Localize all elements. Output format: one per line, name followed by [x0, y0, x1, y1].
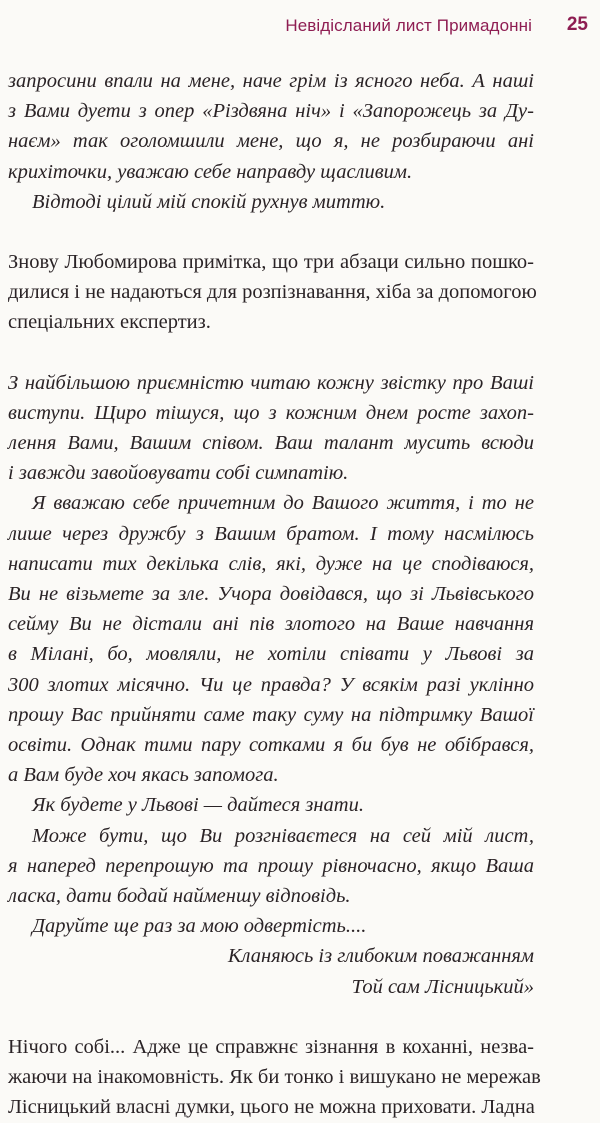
text-line: виступи. Щиро тішуся, що з кожним днем росте захоп-: [8, 401, 534, 424]
page-body: [8, 66, 541, 1123]
running-title: Невідісланий лист Примадонні: [285, 16, 532, 35]
text-line: Кланяюсь із глибоким поважанням: [227, 945, 534, 968]
text-line: Нічого собі... Адже це справжнє зізнання в коханні, незва-: [8, 1035, 534, 1058]
text-line: Як будете у Львові — дайтеся знати.: [32, 794, 364, 817]
paragraph-gap: [8, 217, 534, 247]
paragraph-gap: [8, 338, 534, 368]
text-line: написати тих декілька слів, які, дуже на це сподіваюся,: [8, 552, 534, 575]
text-line: і завжди завойовувати собі симпатію.: [8, 462, 349, 485]
text-line: наєм» так оголомшили мене, що я, не розбираючи ані: [8, 130, 534, 153]
text-line: Даруйте ще раз за мою одвертість....: [32, 915, 367, 938]
text-line: 300 злотих місячно. Чи це правда? У всякім разі уклінно: [8, 673, 534, 696]
text-line: лише через дружбу з Вашим братом. І тому насмілюсь: [8, 522, 534, 545]
text-line: дилися і не надаються для розпізнавання, хіба за допомогою: [8, 281, 537, 304]
narration-paragraph: [8, 247, 537, 338]
text-line: крихіточки, уважаю себе направду щасливим.: [8, 160, 413, 183]
text-line: я наперед перепрошую та прошу рівночасно, якщо Ваша: [8, 854, 534, 877]
page-header: [0, 14, 600, 44]
letter-quote-block: [8, 368, 534, 1002]
narration-paragraph: [8, 1032, 541, 1123]
text-line: Той сам Лісницький»: [351, 975, 534, 998]
text-line: Я вважаю себе причетним до Вашого життя, і то не: [32, 492, 534, 515]
text-line: в Мілані, бо, мовляли, не хотіли співати у Львові за: [8, 643, 534, 666]
paragraph-gap: [8, 1002, 534, 1032]
text-line: з Вами дуети з опер «Різдвяна ніч» і «Запорожець за Ду-: [8, 100, 534, 123]
text-line: Знову Любомирова примітка, що три абзаци сильно пошко-: [8, 251, 534, 274]
text-line: прошу Вас прийняти саме таку суму на підтримку Вашої: [8, 703, 534, 726]
text-line: жаючи на інакомовність. Як би тонко і вишукано не мережав: [8, 1066, 541, 1089]
text-line: лення Вами, Вашим співом. Ваш талант мусить всюди: [8, 432, 534, 455]
text-line: Ви не візьмете за зле. Учора довідався, що зі Львівського: [8, 583, 534, 606]
letter-quote-block: [8, 66, 534, 217]
text-line: Відтоді цілий мій спокій рухнув миттю.: [32, 190, 386, 213]
text-line: ласка, дати бодай найменшу відповідь.: [8, 885, 351, 908]
page-number: 25: [566, 14, 588, 35]
text-line: запросини впали на мене, наче грім із ясного неба. А наші: [8, 70, 534, 92]
text-line: З найбільшою приємністю читаю кожну звістку про Ваші: [8, 371, 534, 394]
text-line: сейму Ви не дістали ані пів злотого на Ваше навчання: [8, 613, 534, 636]
text-line: освіти. Однак тими пару сотками я би був не обібрався,: [8, 734, 534, 757]
text-line: Може бути, що Ви розгніваєтеся на сей мій лист,: [32, 824, 534, 847]
text-line: Лісницький власні думки, цього не можна приховати. Ладна: [8, 1096, 535, 1119]
text-line: а Вам буде хоч якась запомога.: [8, 764, 279, 787]
text-line: спеціальних експертиз.: [8, 311, 211, 334]
